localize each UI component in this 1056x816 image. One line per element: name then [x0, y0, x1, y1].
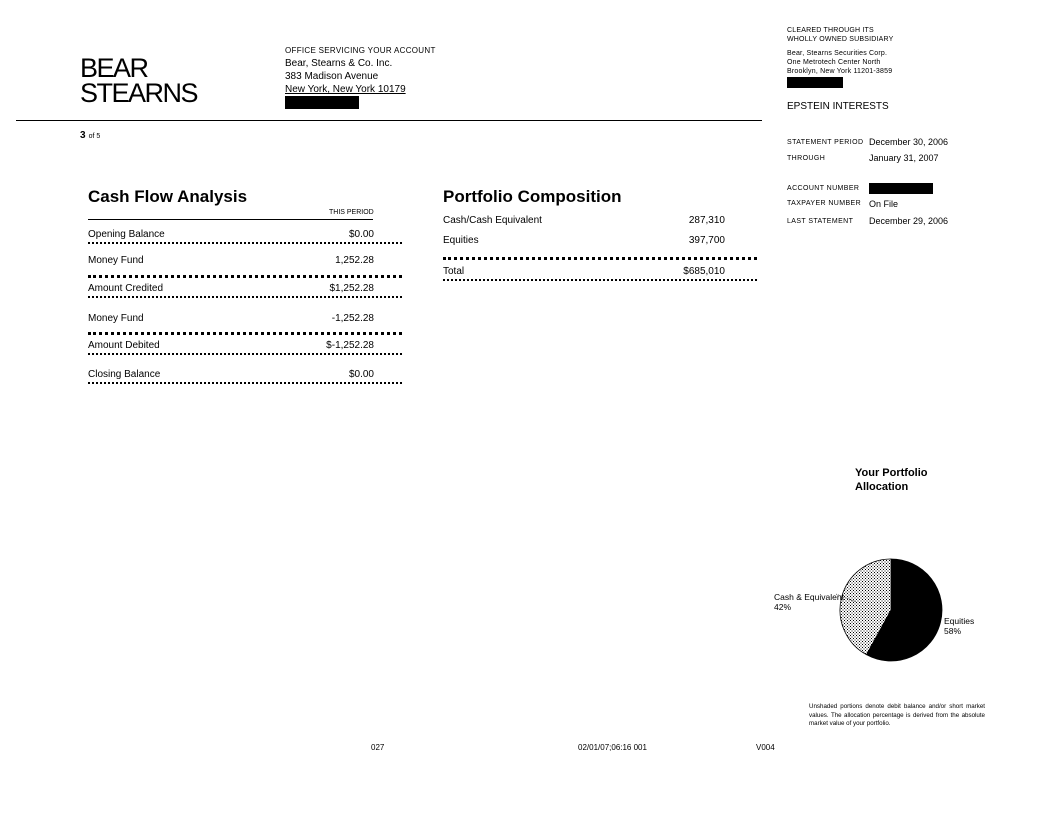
- cash-flow-row: [88, 364, 402, 384]
- statement-period-end: January 31, 2007: [869, 153, 939, 163]
- cash-flow-label: Money Fund: [88, 313, 144, 324]
- allocation-title-line-1: Your Portfolio: [855, 467, 928, 479]
- cash-flow-row: [88, 332, 402, 355]
- allocation-title: [855, 466, 928, 494]
- footer-code-left: 027: [371, 743, 385, 752]
- clearing-address-2: Brooklyn, New York 11201-3859: [787, 68, 893, 75]
- portfolio-total-value: $685,010: [683, 266, 725, 277]
- cash-slice-label: [774, 592, 844, 612]
- cash-flow-row: [88, 250, 402, 268]
- page-of: of 5: [88, 133, 101, 140]
- cash-flow-row: [88, 224, 402, 244]
- this-period-header: THIS PERIOD: [329, 209, 374, 216]
- portfolio-total-label: Total: [443, 266, 465, 277]
- last-statement-label: LAST STATEMENT: [787, 218, 854, 225]
- allocation-title-line-2: Allocation: [855, 481, 909, 493]
- clearing-line-1: CLEARED THROUGH ITS: [787, 27, 874, 34]
- cash-flow-value: $1,252.28: [329, 283, 374, 294]
- redaction-bar: [869, 183, 933, 194]
- taxpayer-value: On File: [869, 199, 899, 209]
- footer-timestamp: 02/01/07;06:16 001: [578, 743, 647, 752]
- cash-flow-label: Opening Balance: [88, 229, 165, 240]
- cash-flow-title: Cash Flow Analysis: [88, 187, 248, 206]
- bear-stearns-logo: [80, 53, 198, 108]
- header-rule: [16, 120, 762, 121]
- cash-flow-label: Closing Balance: [88, 369, 161, 380]
- equities-slice-percent: 58%: [944, 626, 962, 636]
- cash-slice-name: Cash & Equivalent: [774, 592, 844, 602]
- footer-code-right: V004: [756, 743, 775, 752]
- cash-flow-value: $-1,252.28: [326, 340, 374, 351]
- cash-flow-label: Amount Credited: [88, 283, 164, 294]
- client-name: EPSTEIN INTERESTS: [787, 101, 889, 112]
- portfolio-value: 397,700: [688, 235, 725, 246]
- clearing-block: [787, 26, 894, 88]
- statement-period-start: December 30, 2006: [869, 137, 949, 147]
- cash-flow-value: $0.00: [348, 229, 374, 240]
- cash-slice-leader-line: [836, 592, 858, 604]
- portfolio-row: [443, 232, 757, 248]
- clearing-line-2: WHOLLY OWNED SUBSIDIARY: [787, 36, 894, 43]
- allocation-note: Unshaded portions denote debit balance and/or short market values. The allocation percentage is derived from the absolute market value of your portfolio.: [809, 703, 985, 727]
- office-address-1: 383 Madison Avenue: [285, 71, 379, 82]
- redaction-bar: [285, 96, 359, 109]
- page-current: 3: [80, 130, 86, 141]
- cash-flow-value: -1,252.28: [331, 313, 374, 324]
- equities-slice-label: [944, 616, 974, 636]
- account-number-label: ACCOUNT NUMBER: [787, 185, 860, 192]
- cash-flow-label: Amount Debited: [88, 340, 160, 351]
- last-statement-value: December 29, 2006: [869, 216, 949, 226]
- equities-slice-name: Equities: [944, 616, 975, 626]
- page-number: [80, 130, 100, 141]
- cash-flow-value: $0.00: [348, 369, 374, 380]
- redaction-bar: [787, 77, 843, 88]
- portfolio-label: Equities: [443, 235, 479, 246]
- cash-slice-percent: 42%: [774, 602, 792, 612]
- cash-flow-label: Money Fund: [88, 255, 144, 266]
- taxpayer-label: TAXPAYER NUMBER: [787, 200, 862, 207]
- cash-flow-row: [88, 275, 402, 298]
- portfolio-title: Portfolio Composition: [443, 187, 622, 206]
- portfolio-value: 287,310: [688, 215, 725, 226]
- allocation-pie-chart: [838, 557, 944, 663]
- statement-period-label: STATEMENT PERIOD: [787, 139, 864, 146]
- clearing-address-1: One Metrotech Center North: [787, 59, 881, 66]
- cash-flow-value: 1,252.28: [335, 255, 374, 266]
- office-header: OFFICE SERVICING YOUR ACCOUNT: [285, 46, 436, 55]
- office-address-2: New York, New York 10179: [285, 84, 406, 95]
- cash-flow-row: [88, 308, 402, 326]
- portfolio-row: [443, 212, 757, 228]
- office-name: Bear, Stearns & Co. Inc.: [285, 58, 393, 69]
- clearing-name: Bear, Stearns Securities Corp.: [787, 50, 888, 57]
- portfolio-label: Cash/Cash Equivalent: [443, 215, 542, 226]
- office-servicing-block: [285, 44, 436, 109]
- logo-line-2: STEARNS: [80, 78, 198, 108]
- portfolio-total-row: [443, 257, 757, 281]
- logo-line-1: BEAR: [80, 53, 148, 83]
- cash-flow-rule: [88, 219, 373, 220]
- through-label: THROUGH: [787, 155, 826, 162]
